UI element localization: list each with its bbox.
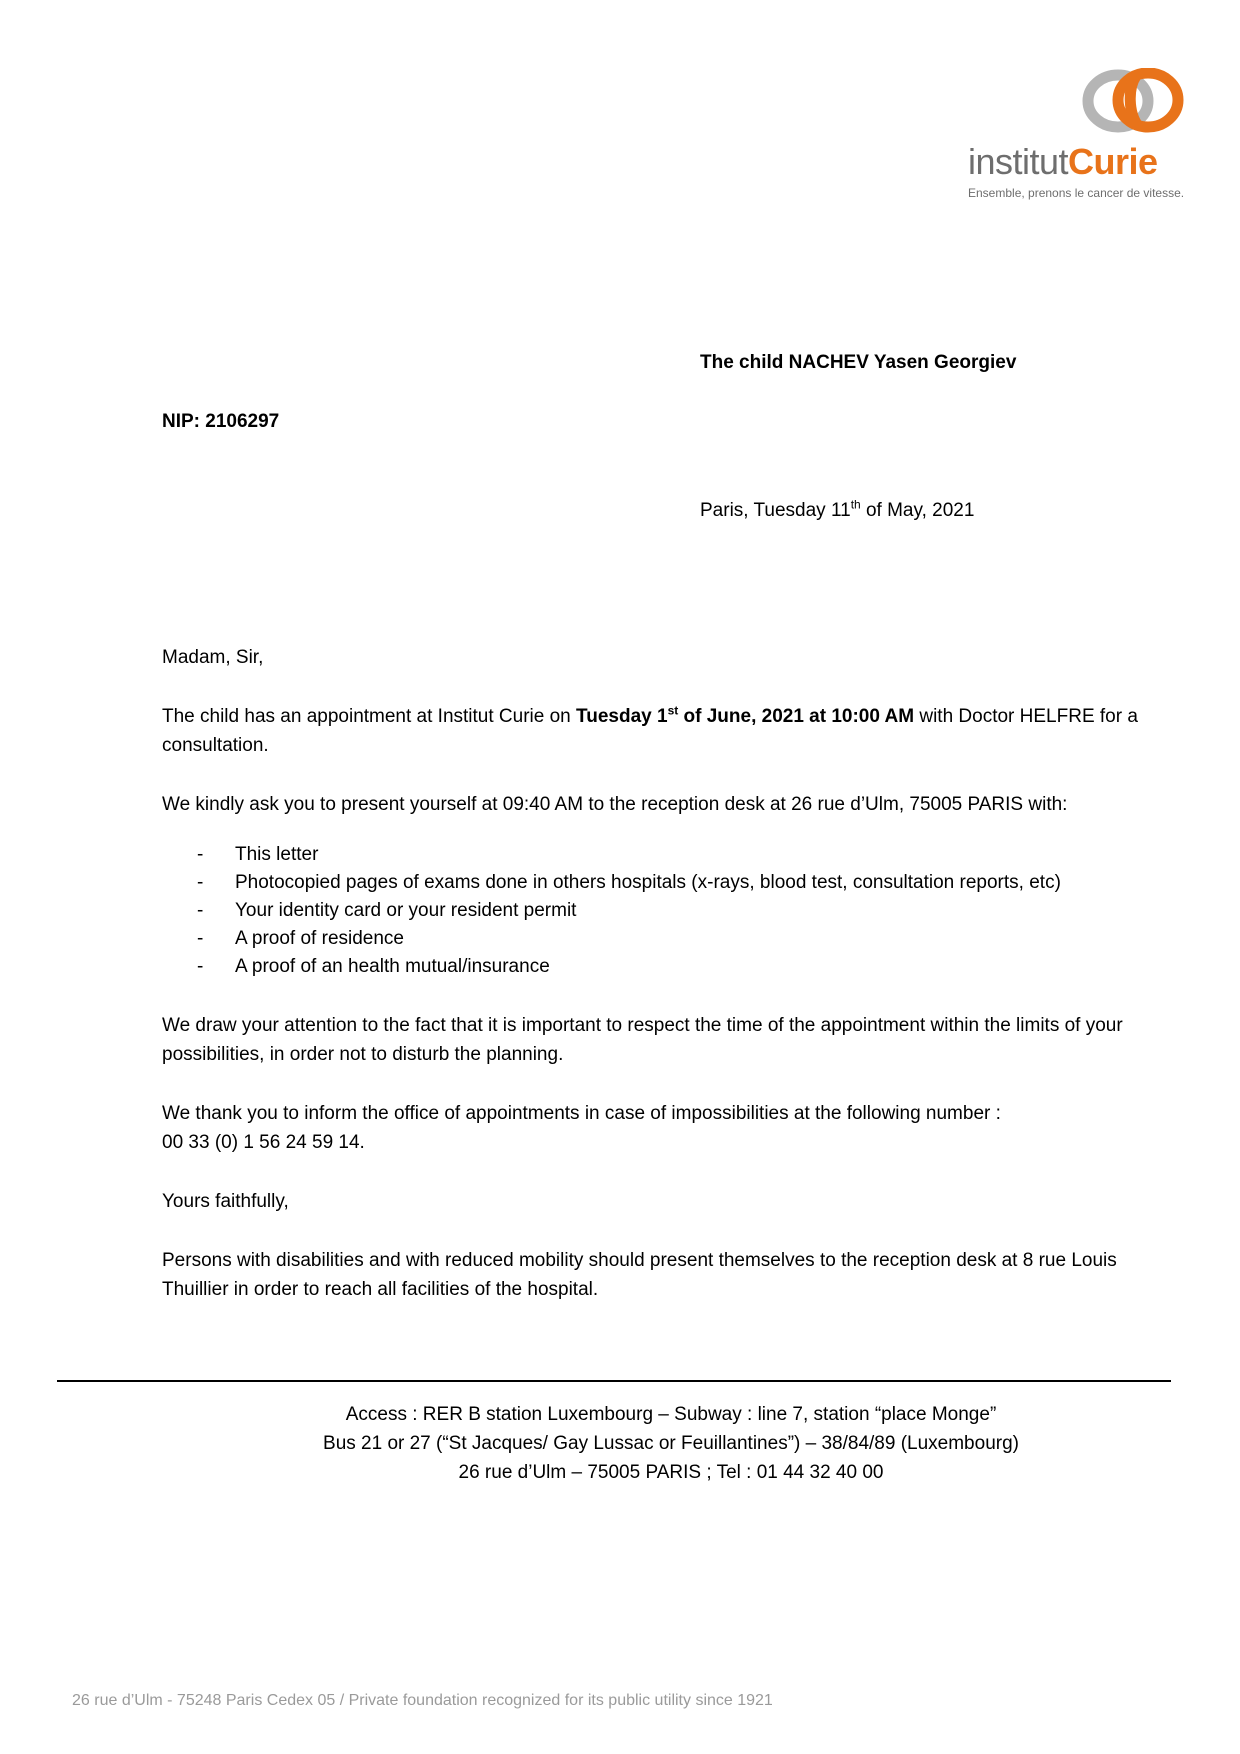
logo-wordmark [968, 142, 1188, 182]
list-dash: - [197, 956, 204, 977]
recipient-name: The child NACHEV Yasen Georgiev [700, 352, 1017, 373]
list-item-text: This letter [235, 844, 319, 865]
list-dash: - [197, 844, 204, 865]
appointment-ordinal-suffix: st [667, 703, 679, 718]
page-footer: 26 rue d’Ulm - 75248 Paris Cedex 05 / Private foundation recognized for its public utility since 1921 [72, 1692, 773, 1709]
list-item [162, 953, 1182, 981]
greeting: Madam, Sir, [162, 647, 264, 668]
logo-word-curie: Curie [1068, 141, 1158, 182]
list-item [162, 869, 1182, 897]
appointment-date-bold [576, 703, 915, 727]
divider-line [57, 1380, 1171, 1382]
access-info [57, 1400, 1240, 1487]
reception-instructions: We kindly ask you to present yourself at 09:40 AM to the reception desk at 26 rue d’Ulm, 75005 PARIS with: [162, 794, 1068, 815]
list-dash: - [197, 900, 204, 921]
logo-word-institut: institut [968, 141, 1069, 182]
appointment-date-rest: of June, 2021 at 10:00 AM [678, 706, 915, 727]
contact-phone: 00 33 (0) 1 56 24 59 14. [162, 1132, 365, 1153]
list-item [162, 841, 1182, 869]
appointment-text-a: The child has an appointment at Institut Curie on [162, 706, 577, 727]
list-item-text: A proof of residence [235, 928, 404, 949]
list-item-text: A proof of an health mutual/insurance [235, 956, 550, 977]
date-rest: of May, 2021 [860, 500, 975, 521]
accessibility-paragraph: Persons with disabilities and with reduced mobility should present themselves to the reception desk at 8 rue Louis Thuillier in order to reach all facilities of the hospital. [162, 1250, 1117, 1300]
institut-curie-logo [960, 68, 1190, 208]
logo-tagline: Ensemble, prenons le cancer de vitesse. [968, 186, 1185, 200]
required-documents-list [162, 841, 1182, 981]
appointment-paragraph [162, 702, 1182, 760]
contact-paragraph [162, 1099, 1182, 1157]
letter-date [700, 496, 974, 525]
list-item [162, 925, 1182, 953]
appointment-day: Tuesday 1 [576, 706, 668, 727]
list-item [162, 897, 1182, 925]
list-item-text: Photocopied pages of exams done in others hospitals (x-rays, blood test, consultation reports, etc) [235, 872, 1061, 893]
appointment-text-b: with Doctor HELFRE for a consultation. [162, 706, 1138, 756]
patient-nip: NIP: 2106297 [162, 411, 280, 432]
access-line-transit: Access : RER B station Luxembourg – Subway : line 7, station “place Monge” [345, 1404, 997, 1425]
access-line-address: 26 rue d’Ulm – 75005 PARIS ; Tel : 01 44 32 40 00 [458, 1462, 884, 1483]
closing: Yours faithfully, [162, 1191, 289, 1212]
letter-body [162, 643, 1182, 1304]
date-ordinal-suffix: th [850, 497, 861, 512]
list-dash: - [197, 872, 204, 893]
date-prefix: Paris, Tuesday 11 [700, 500, 851, 521]
list-dash: - [197, 928, 204, 949]
punctuality-paragraph: We draw your attention to the fact that it is important to respect the time of the appointment within the limits of your possibilities, in order not to disturb the planning. [162, 1015, 1123, 1065]
ring-overlap-icon [1130, 76, 1138, 126]
access-line-bus: Bus 21 or 27 (“St Jacques/ Gay Lussac or Feuillantines”) – 38/84/89 (Luxembourg) [323, 1433, 1019, 1454]
list-item-text: Your identity card or your resident permit [235, 900, 577, 921]
contact-text: We thank you to inform the office of appointments in case of impossibilities at the following number : [162, 1103, 1001, 1124]
curie-rings-icon [1078, 68, 1188, 140]
